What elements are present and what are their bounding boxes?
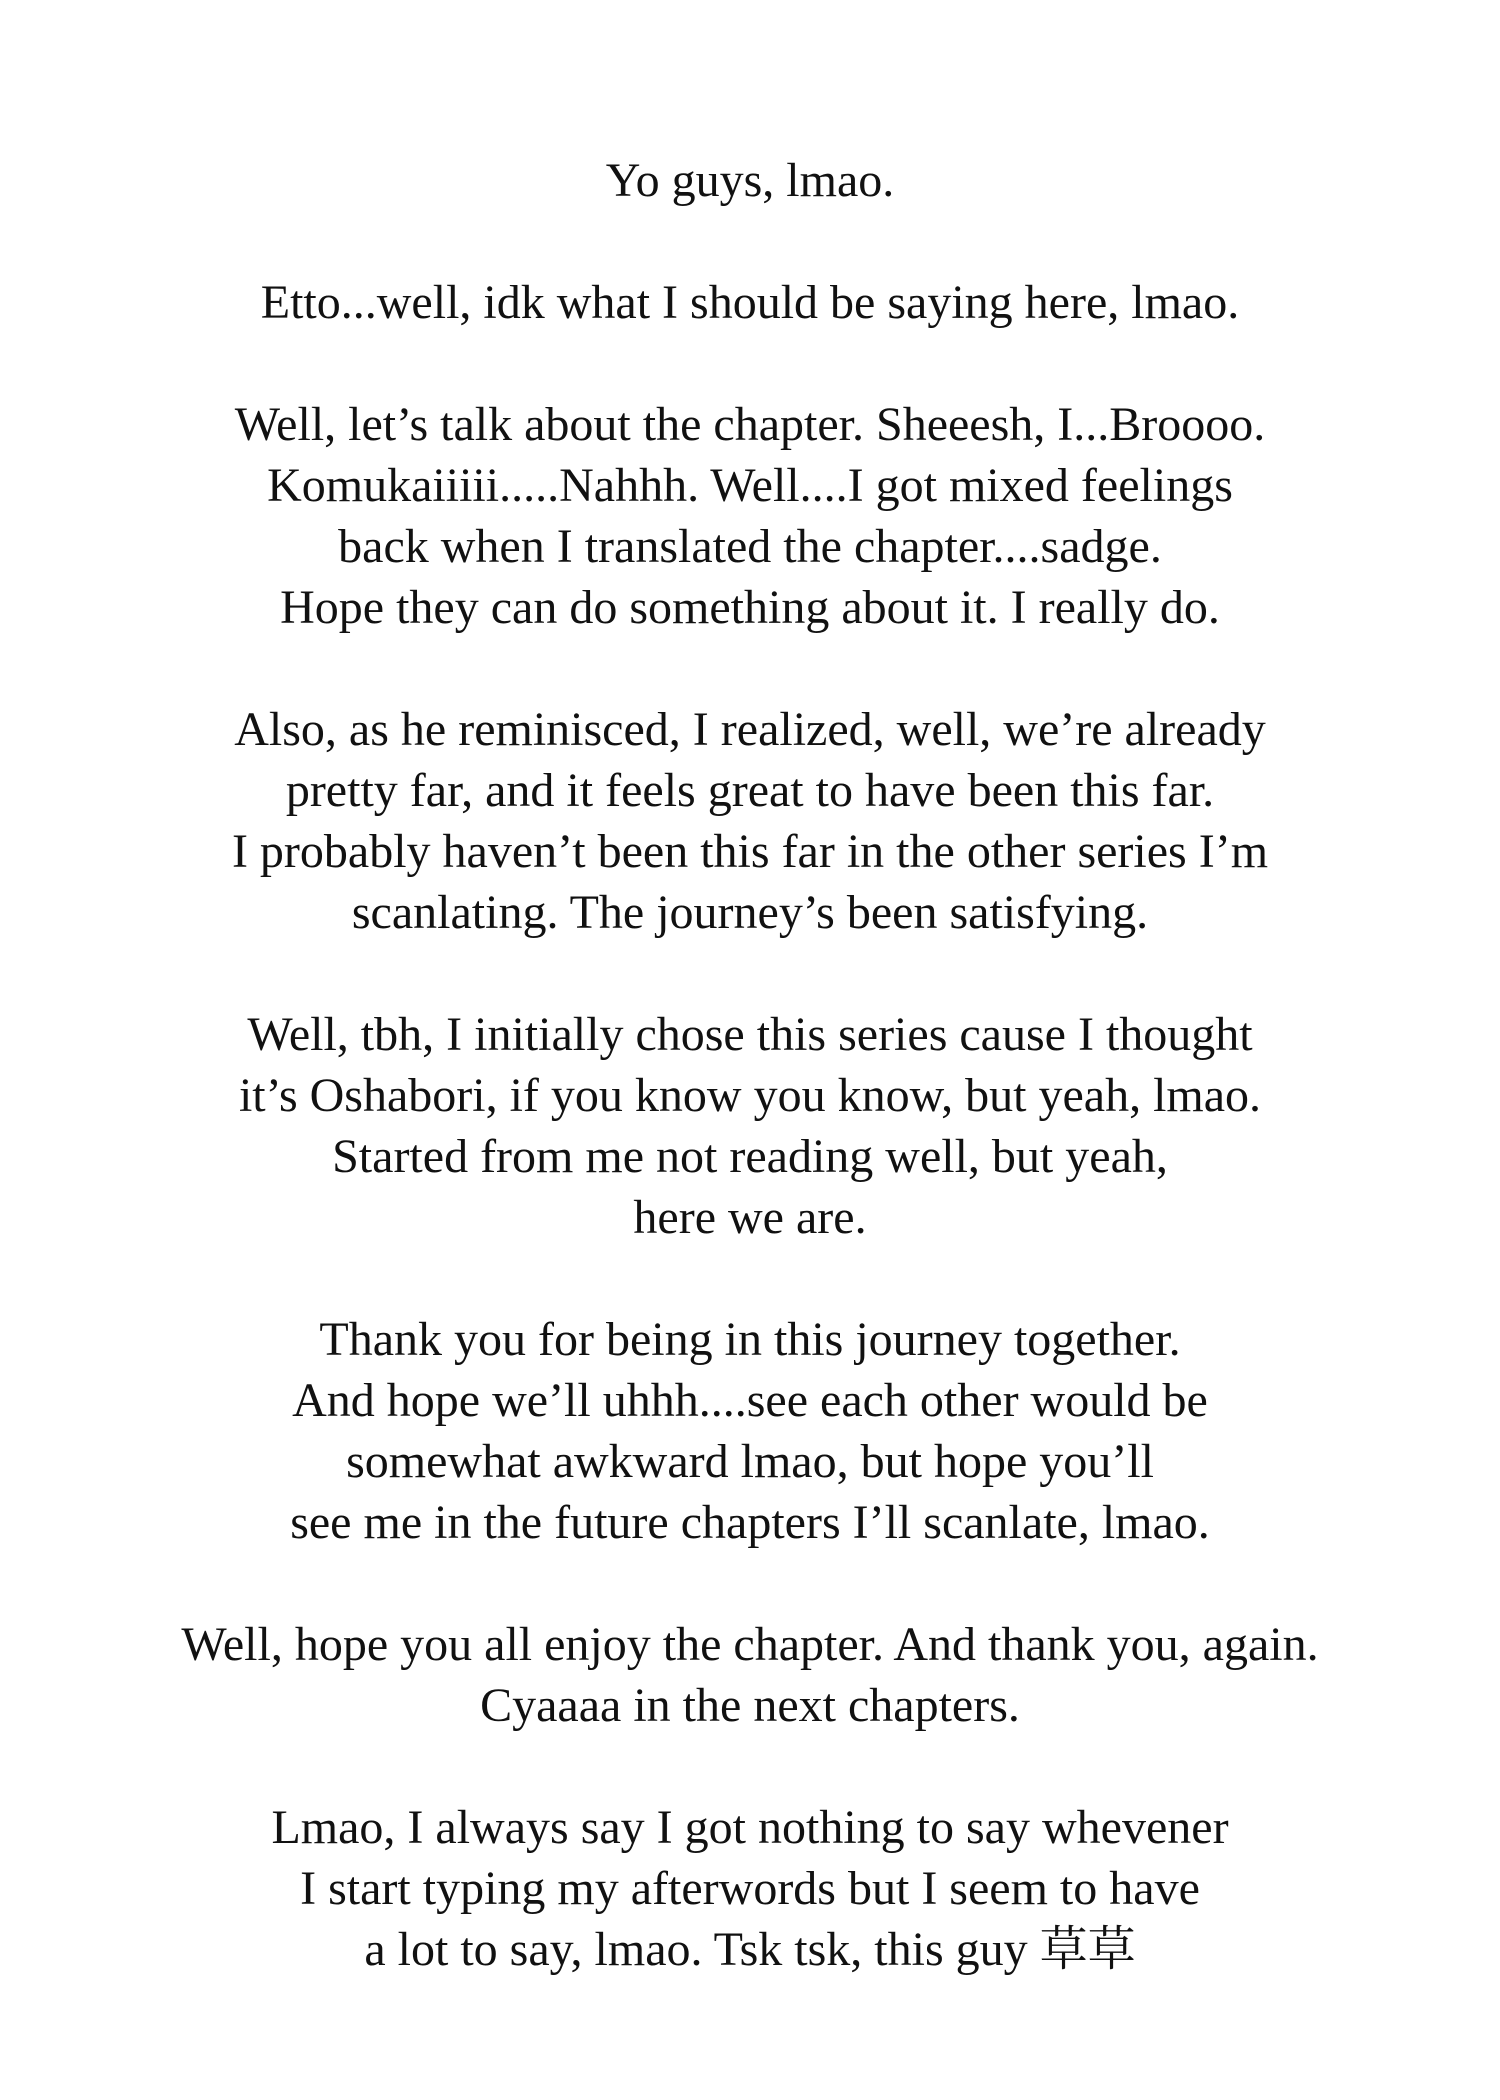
text-line: Etto...well, idk what I should be saying here, lmao. bbox=[260, 276, 1240, 329]
text-line: Thank you for being in this journey together. bbox=[319, 1313, 1181, 1366]
text-line: scanlating. The journey’s been satisfying. bbox=[351, 886, 1149, 939]
text-line: here we are. bbox=[633, 1191, 867, 1244]
text-line: Hope they can do something about it. I really do. bbox=[280, 581, 1220, 634]
text-line: And hope we’ll uhhh....see each other would be bbox=[292, 1374, 1208, 1427]
text-line: Cyaaaa in the next chapters. bbox=[480, 1679, 1020, 1732]
text-line: somewhat awkward lmao, but hope you’ll bbox=[346, 1435, 1154, 1488]
paragraph-chapter-talk bbox=[0, 394, 1500, 638]
text-line: Yo guys, lmao. bbox=[605, 154, 895, 207]
text-line: a lot to say, lmao. Tsk tsk, this guy 草草 bbox=[364, 1923, 1136, 1976]
text-line: Started from me not reading well, but yeah, bbox=[332, 1130, 1168, 1183]
text-line: Also, as he reminisced, I realized, well, we’re already bbox=[234, 703, 1266, 756]
text-line: pretty far, and it feels great to have been this far. bbox=[285, 764, 1215, 817]
text-line: Lmao, I always say I got nothing to say whevener bbox=[271, 1801, 1229, 1854]
afterword-text bbox=[0, 150, 1500, 2041]
text-line: Well, let’s talk about the chapter. Sheeesh, I...Broooo. bbox=[234, 398, 1266, 451]
text-line: see me in the future chapters I’ll scanlate, lmao. bbox=[290, 1496, 1210, 1549]
text-line: I start typing my afterwords but I seem to have bbox=[300, 1862, 1200, 1915]
paragraph-enjoy bbox=[0, 1614, 1500, 1736]
text-line: back when I translated the chapter....sadge. bbox=[338, 520, 1162, 573]
text-line: it’s Oshabori, if you know you know, but yeah, lmao. bbox=[238, 1069, 1262, 1122]
text-line: Well, tbh, I initially chose this series cause I thought bbox=[247, 1008, 1253, 1061]
paragraph-thanks bbox=[0, 1309, 1500, 1553]
paragraph-greeting bbox=[0, 150, 1500, 211]
paragraph-intro bbox=[0, 272, 1500, 333]
text-line: Komukaiiiii.....Nahhh. Well....I got mixed feelings bbox=[267, 459, 1233, 512]
text-line: Well, hope you all enjoy the chapter. And thank you, again. bbox=[181, 1618, 1319, 1671]
text-line: I probably haven’t been this far in the other series I’m bbox=[231, 825, 1269, 878]
paragraph-why-this-series bbox=[0, 1004, 1500, 1248]
paragraph-closing bbox=[0, 1797, 1500, 1980]
paragraph-reminisce bbox=[0, 699, 1500, 943]
